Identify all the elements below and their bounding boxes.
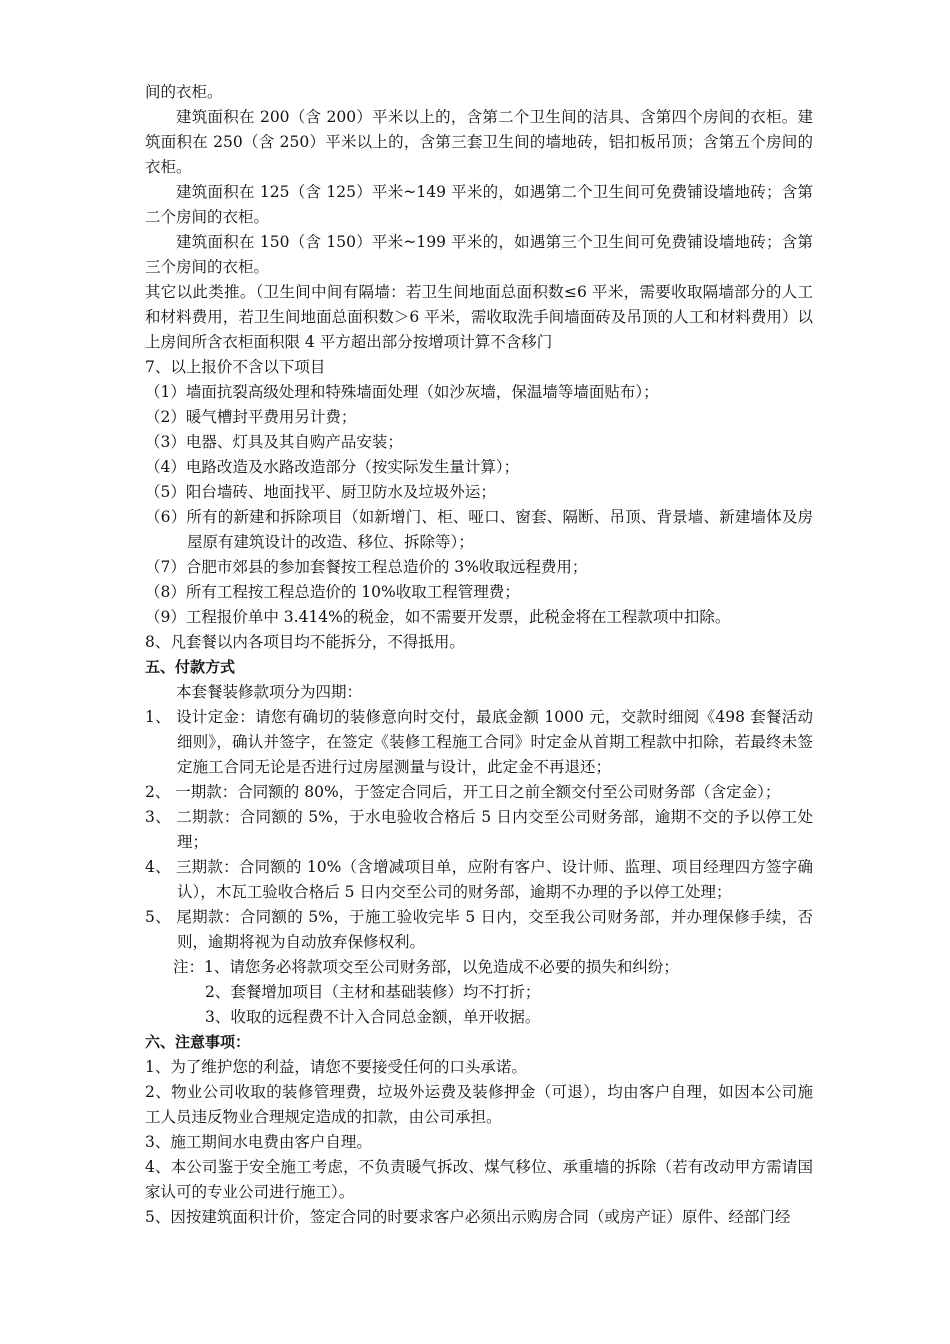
list-item: 1、为了维护您的利益，请您不要接受任何的口头承诺。 bbox=[145, 1058, 527, 1076]
list-item: 2、 一期款：合同额的 80%，于签定合同后，开工日之前全额交付至公司财务部（含定金）； bbox=[145, 783, 781, 801]
paragraph: 建筑面积在 150（含 150）平米~199 平米的，如遇第三个卫生间可免费铺设墙地砖；含第三个房间的衣柜。 bbox=[145, 233, 813, 276]
note: 注：1、请您务必将款项交至公司财务部，以免造成不必要的损失和纠纷； bbox=[173, 958, 679, 976]
note: 2、套餐增加项目（主材和基础装修）均不打折； bbox=[205, 983, 541, 1001]
paragraph: 本套餐装修款项分为四期： bbox=[176, 683, 363, 701]
list-item: （9）工程报价单中 3.414%的税金，如不需要开发票，此税金将在工程款项中扣除。 bbox=[145, 608, 731, 626]
paragraph: 其它以此类推。（卫生间中间有隔墙：若卫生间地面总面积数≤6 平米，需要收取隔墙部分的人工和材料费用，若卫生间地面总面积数＞6 平米，需收取洗手间墙面砖及吊顶的人工和材料费用）以上房间所含衣柜面积限 4 平方超出部分按增项计算不含移门 bbox=[145, 283, 813, 351]
list-item: 5、因按建筑面积计价，签定合同的时要求客户必须出示购房合同（或房产证）原件、经部门经 bbox=[145, 1208, 791, 1226]
list-item: 2、物业公司收取的装修管理费，垃圾外运费及装修押金（可退），均由客户自理，如因本公司施工人员违反物业合理规定造成的扣款，由公司承担。 bbox=[145, 1083, 813, 1126]
list-item: （1）墙面抗裂高级处理和特殊墙面处理（如沙灰墙，保温墙等墙面贴布）； bbox=[145, 383, 659, 401]
paragraph: 间的衣柜。 bbox=[145, 83, 223, 101]
section-heading: 六、注意事项： bbox=[145, 1033, 251, 1051]
section-heading: 五、付款方式 bbox=[145, 658, 236, 676]
list-item: 4、 三期款：合同额的 10%（含增减项目单，应附有客户、设计师、监理、项目经理四方签字确认），木瓦工验收合格后 5 日内交至公司的财务部，逾期不办理的予以停工处理； bbox=[145, 858, 813, 901]
list-item: （6）所有的新建和拆除项目（如新增门、柜、哑口、窗套、隔断、吊顶、背景墙、新建墙体及房屋原有建筑设计的改造、移位、拆除等）； bbox=[145, 508, 813, 551]
list-item: （4）电路改造及水路改造部分（按实际发生量计算）； bbox=[145, 458, 520, 476]
list-item: （7）合肥市郊县的参加套餐按工程总造价的 3%收取远程费用； bbox=[145, 558, 588, 576]
list-item: （5）阳台墙砖、地面找平、厨卫防水及垃圾外运； bbox=[145, 483, 496, 501]
list-item: （8）所有工程按工程总造价的 10%收取工程管理费； bbox=[145, 583, 520, 601]
paragraph: 8、凡套餐以内各项目均不能拆分，不得抵用。 bbox=[145, 633, 465, 651]
list-item: （3）电器、灯具及其自购产品安装； bbox=[145, 433, 403, 451]
paragraph: 建筑面积在 125（含 125）平米~149 平米的，如遇第二个卫生间可免费铺设墙地砖；含第二个房间的衣柜。 bbox=[145, 183, 813, 226]
list-item: 3、 二期款：合同额的 5%，于水电验收合格后 5 日内交至公司财务部，逾期不交的予以停工处理； bbox=[145, 808, 813, 851]
document-page bbox=[145, 80, 813, 1230]
note: 3、收取的远程费不计入合同总金额，单开收据。 bbox=[205, 1008, 541, 1026]
list-item: 4、本公司鉴于安全施工考虑，不负责暖气拆改、煤气移位、承重墙的拆除（若有改动甲方需请国家认可的专业公司进行施工）。 bbox=[145, 1158, 813, 1201]
paragraph: 建筑面积在 200（含 200）平米以上的，含第二个卫生间的洁具、含第四个房间的衣柜。建筑面积在 250（含 250）平米以上的，含第三套卫生间的墙地砖，铝扣板吊顶；含第五个房间的衣柜。 bbox=[145, 108, 813, 176]
list-item: （2）暖气槽封平费用另计费； bbox=[145, 408, 357, 426]
list-item: 3、施工期间水电费由客户自理。 bbox=[145, 1133, 372, 1151]
list-item: 5、 尾期款：合同额的 5%，于施工验收完毕 5 日内，交至我公司财务部，并办理保修手续，否则，逾期将视为自动放弃保修权利。 bbox=[145, 908, 813, 951]
list-title: 7、以上报价不含以下项目 bbox=[145, 358, 326, 376]
list-item: 1、 设计定金：请您有确切的装修意向时交付，最底金额 1000 元，交款时细阅《498 套餐活动细则》，确认并签字，在签定《装修工程施工合同》时定金从首期工程款中扣除，若最终未签定施工合同无论是否进行过房屋测量与设计，此定金不再退还； bbox=[145, 708, 813, 776]
